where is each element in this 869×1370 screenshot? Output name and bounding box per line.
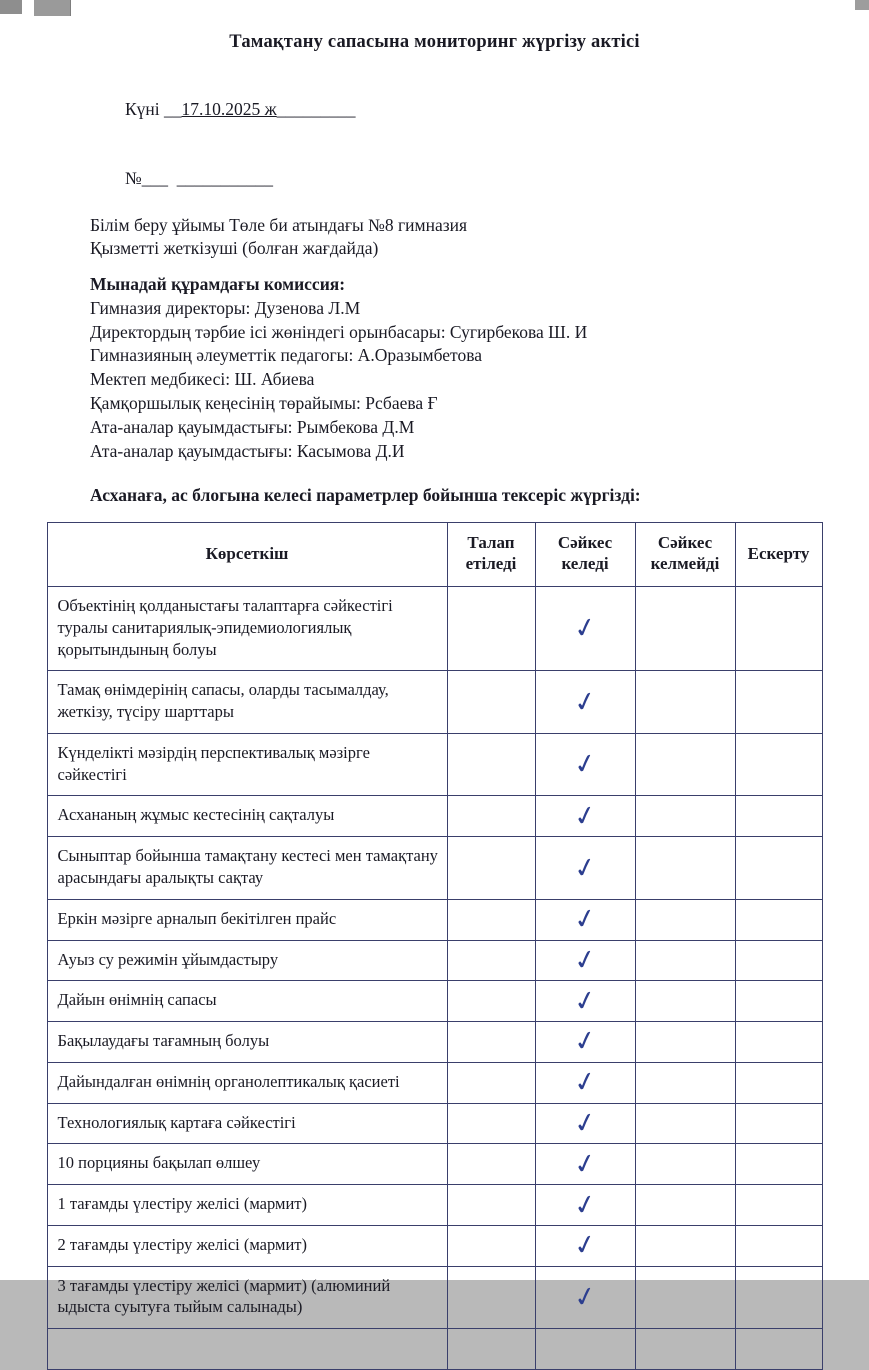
row-required (447, 1329, 535, 1370)
commission-member: Мектеп медбикесі: Ш. Абиева (90, 369, 315, 390)
check-mark-icon: ✓ (570, 850, 600, 885)
commission-member: Гимназия директоры: Дузенова Л.М (90, 297, 361, 318)
row-parameter (47, 1329, 447, 1370)
row-conforms (535, 837, 635, 900)
header-not-conforms-line2: келмейді (650, 553, 720, 573)
row-required (447, 1022, 535, 1063)
row-conforms (535, 981, 635, 1022)
row-conforms (535, 1062, 635, 1103)
row-note (735, 940, 822, 981)
check-mark-icon: ✓ (570, 1228, 600, 1263)
header-required-line2: етіледі (465, 553, 517, 573)
commission-member: Директордың тәрбие ісі жөніндегі орынбасары: Сугирбекова Ш. И (90, 321, 588, 342)
row-not-conforms (635, 1185, 735, 1226)
document-title: Тамақтану сапасына мониторинг жүргізу актісі (229, 32, 640, 52)
table-row (47, 981, 822, 1022)
check-mark-icon: ✓ (570, 798, 600, 833)
row-note (735, 587, 822, 671)
row-required (447, 1185, 535, 1226)
row-parameter: Еркін мәзірге арналып бекітілген прайс (47, 899, 447, 940)
row-conforms (535, 940, 635, 981)
row-required (447, 733, 535, 796)
row-not-conforms (635, 1103, 735, 1144)
row-conforms (535, 899, 635, 940)
row-parameter: Дайын өнімнің сапасы (47, 981, 447, 1022)
meta-date-value: 17.10.2025 ж (181, 99, 277, 120)
table-row (47, 1185, 822, 1226)
row-note (735, 899, 822, 940)
row-parameter: Сыныптар бойынша тамақтану кестесі мен тамақтану арасындағы аралықты сақтау (47, 837, 447, 900)
header-note: Ескерту (735, 523, 822, 587)
row-not-conforms (635, 1144, 735, 1185)
row-note (735, 1266, 822, 1329)
row-parameter: Бақылаудағы тағамның болуы (47, 1022, 447, 1063)
row-note (735, 733, 822, 796)
check-mark-icon: ✓ (570, 902, 600, 937)
row-required (447, 1225, 535, 1266)
row-parameter: Объектінің қолданыстағы талаптарға сәйкестігі туралы санитариялық-эпидемиологиялық қорытындының болуы (47, 587, 447, 671)
document-meta (0, 75, 869, 260)
commission-member: Ата-аналар қауымдастығы: Касымова Д.И (90, 440, 405, 461)
check-mark-icon: ✓ (570, 1279, 600, 1314)
row-required (447, 671, 535, 734)
table-row (47, 733, 822, 796)
table-row (47, 1266, 822, 1329)
meta-date-underline-suffix: _________ (276, 99, 356, 120)
check-mark-icon: ✓ (570, 611, 600, 646)
row-not-conforms (635, 1225, 735, 1266)
meta-number-underline: ___ ___________ (141, 168, 273, 189)
row-not-conforms (635, 940, 735, 981)
check-mark-icon: ✓ (570, 1024, 600, 1059)
table-row-empty (47, 1329, 822, 1370)
row-note (735, 1103, 822, 1144)
table-row (47, 587, 822, 671)
row-conforms (535, 733, 635, 796)
table-header-row (47, 523, 822, 587)
check-mark-icon: ✓ (570, 942, 600, 977)
row-parameter: Асхананың жұмыс кестесінің сақталуы (47, 796, 447, 837)
row-required (447, 1103, 535, 1144)
row-parameter: Күнделікті мәзірдің перспективалық мәзірге сәйкестігі (47, 733, 447, 796)
row-conforms (535, 671, 635, 734)
row-parameter: 10 порцияны бақылап өлшеу (47, 1144, 447, 1185)
table-row (47, 1103, 822, 1144)
table-row (47, 671, 822, 734)
row-not-conforms (635, 981, 735, 1022)
row-required (447, 981, 535, 1022)
check-mark-icon: ✓ (570, 1187, 600, 1222)
row-note (735, 1022, 822, 1063)
check-mark-icon: ✓ (570, 1065, 600, 1100)
row-note (735, 1185, 822, 1226)
row-parameter: 2 тағамды үлестіру желісі (мармит) (47, 1225, 447, 1266)
table-row (47, 1062, 822, 1103)
row-conforms (535, 1144, 635, 1185)
row-required (447, 940, 535, 981)
row-conforms (535, 1185, 635, 1226)
row-parameter: Технологиялық картаға сәйкестігі (47, 1103, 447, 1144)
row-required (447, 1062, 535, 1103)
row-note (735, 796, 822, 837)
row-not-conforms (635, 671, 735, 734)
row-note (735, 837, 822, 900)
row-not-conforms (635, 733, 735, 796)
commission-member: Қамқоршылық кеңесінің төрайымы: Рсбаева Ғ (90, 392, 438, 413)
header-not-conforms (635, 523, 735, 587)
meta-supplier-line: Қызметті жеткізуші (болған жағдайда) (90, 237, 379, 258)
header-required-line1: Талап (467, 533, 515, 553)
commission-members (0, 297, 869, 464)
row-required (447, 1144, 535, 1185)
row-conforms (535, 1225, 635, 1266)
row-required (447, 587, 535, 671)
meta-date-line (90, 75, 869, 144)
row-required (447, 1266, 535, 1329)
commission-heading: Мынадай құрамдағы комиссия: (90, 273, 346, 294)
meta-number-line (90, 144, 869, 213)
table-body (47, 587, 822, 1370)
meta-organization-line: Білім беру ұйымы Төле би атындағы №8 гимназия (90, 214, 468, 235)
table-row (47, 940, 822, 981)
check-mark-icon: ✓ (570, 983, 600, 1018)
row-required (447, 837, 535, 900)
row-note (735, 1062, 822, 1103)
row-note (735, 671, 822, 734)
header-required (447, 523, 535, 587)
row-conforms (535, 1266, 635, 1329)
commission-member: Гимназияның әлеуметтік педагогы: А.Оразымбетова (90, 345, 482, 366)
table-row (47, 899, 822, 940)
check-mark-icon: ✓ (570, 747, 600, 782)
row-parameter: Ауыз су режимін ұйымдастыру (47, 940, 447, 981)
row-not-conforms (635, 1022, 735, 1063)
section-heading: Асханаға, ас блогына келесі параметрлер бойынша тексеріс жүргізді: (90, 485, 641, 506)
row-note (735, 1225, 822, 1266)
row-not-conforms (635, 1266, 735, 1329)
row-parameter: Тамақ өнімдерінің сапасы, оларды тасымалдау, жеткізу, түсіру шарттары (47, 671, 447, 734)
row-conforms (535, 1329, 635, 1370)
check-mark-icon: ✓ (570, 684, 600, 719)
header-parameter: Көрсеткіш (47, 523, 447, 587)
check-mark-icon: ✓ (570, 1146, 600, 1181)
meta-date-underline-prefix: __ (159, 99, 182, 120)
row-required (447, 899, 535, 940)
row-conforms (535, 1022, 635, 1063)
meta-date-label: Күні (125, 99, 160, 120)
check-mark-icon: ✓ (570, 1105, 600, 1141)
row-note (735, 1144, 822, 1185)
row-not-conforms (635, 1062, 735, 1103)
row-conforms (535, 1103, 635, 1144)
inspection-table (47, 522, 823, 1370)
row-parameter: Дайындалған өнімнің органолептикалық қасиеті (47, 1062, 447, 1103)
row-not-conforms (635, 899, 735, 940)
table-header (47, 523, 822, 587)
row-not-conforms (635, 796, 735, 837)
row-conforms (535, 587, 635, 671)
table-row (47, 1144, 822, 1185)
table-row (47, 1225, 822, 1266)
row-parameter: 1 тағамды үлестіру желісі (мармит) (47, 1185, 447, 1226)
header-conforms (535, 523, 635, 587)
header-not-conforms-line1: Сәйкес (657, 533, 713, 553)
table-row (47, 1022, 822, 1063)
commission-member: Ата-аналар қауымдастығы: Рымбекова Д.М (90, 416, 415, 437)
row-conforms (535, 796, 635, 837)
header-conforms-line1: Сәйкес (557, 533, 613, 553)
header-conforms-line2: келеді (561, 553, 609, 573)
row-note (735, 981, 822, 1022)
row-parameter: 3 тағамды үлестіру желісі (мармит) (алюминий ыдыста суытуға тыйым салынады) (47, 1266, 447, 1329)
meta-number-label: № (125, 168, 142, 189)
table-row (47, 837, 822, 900)
row-note (735, 1329, 822, 1370)
row-not-conforms (635, 1329, 735, 1370)
row-not-conforms (635, 837, 735, 900)
table-row (47, 796, 822, 837)
row-not-conforms (635, 587, 735, 671)
row-required (447, 796, 535, 837)
